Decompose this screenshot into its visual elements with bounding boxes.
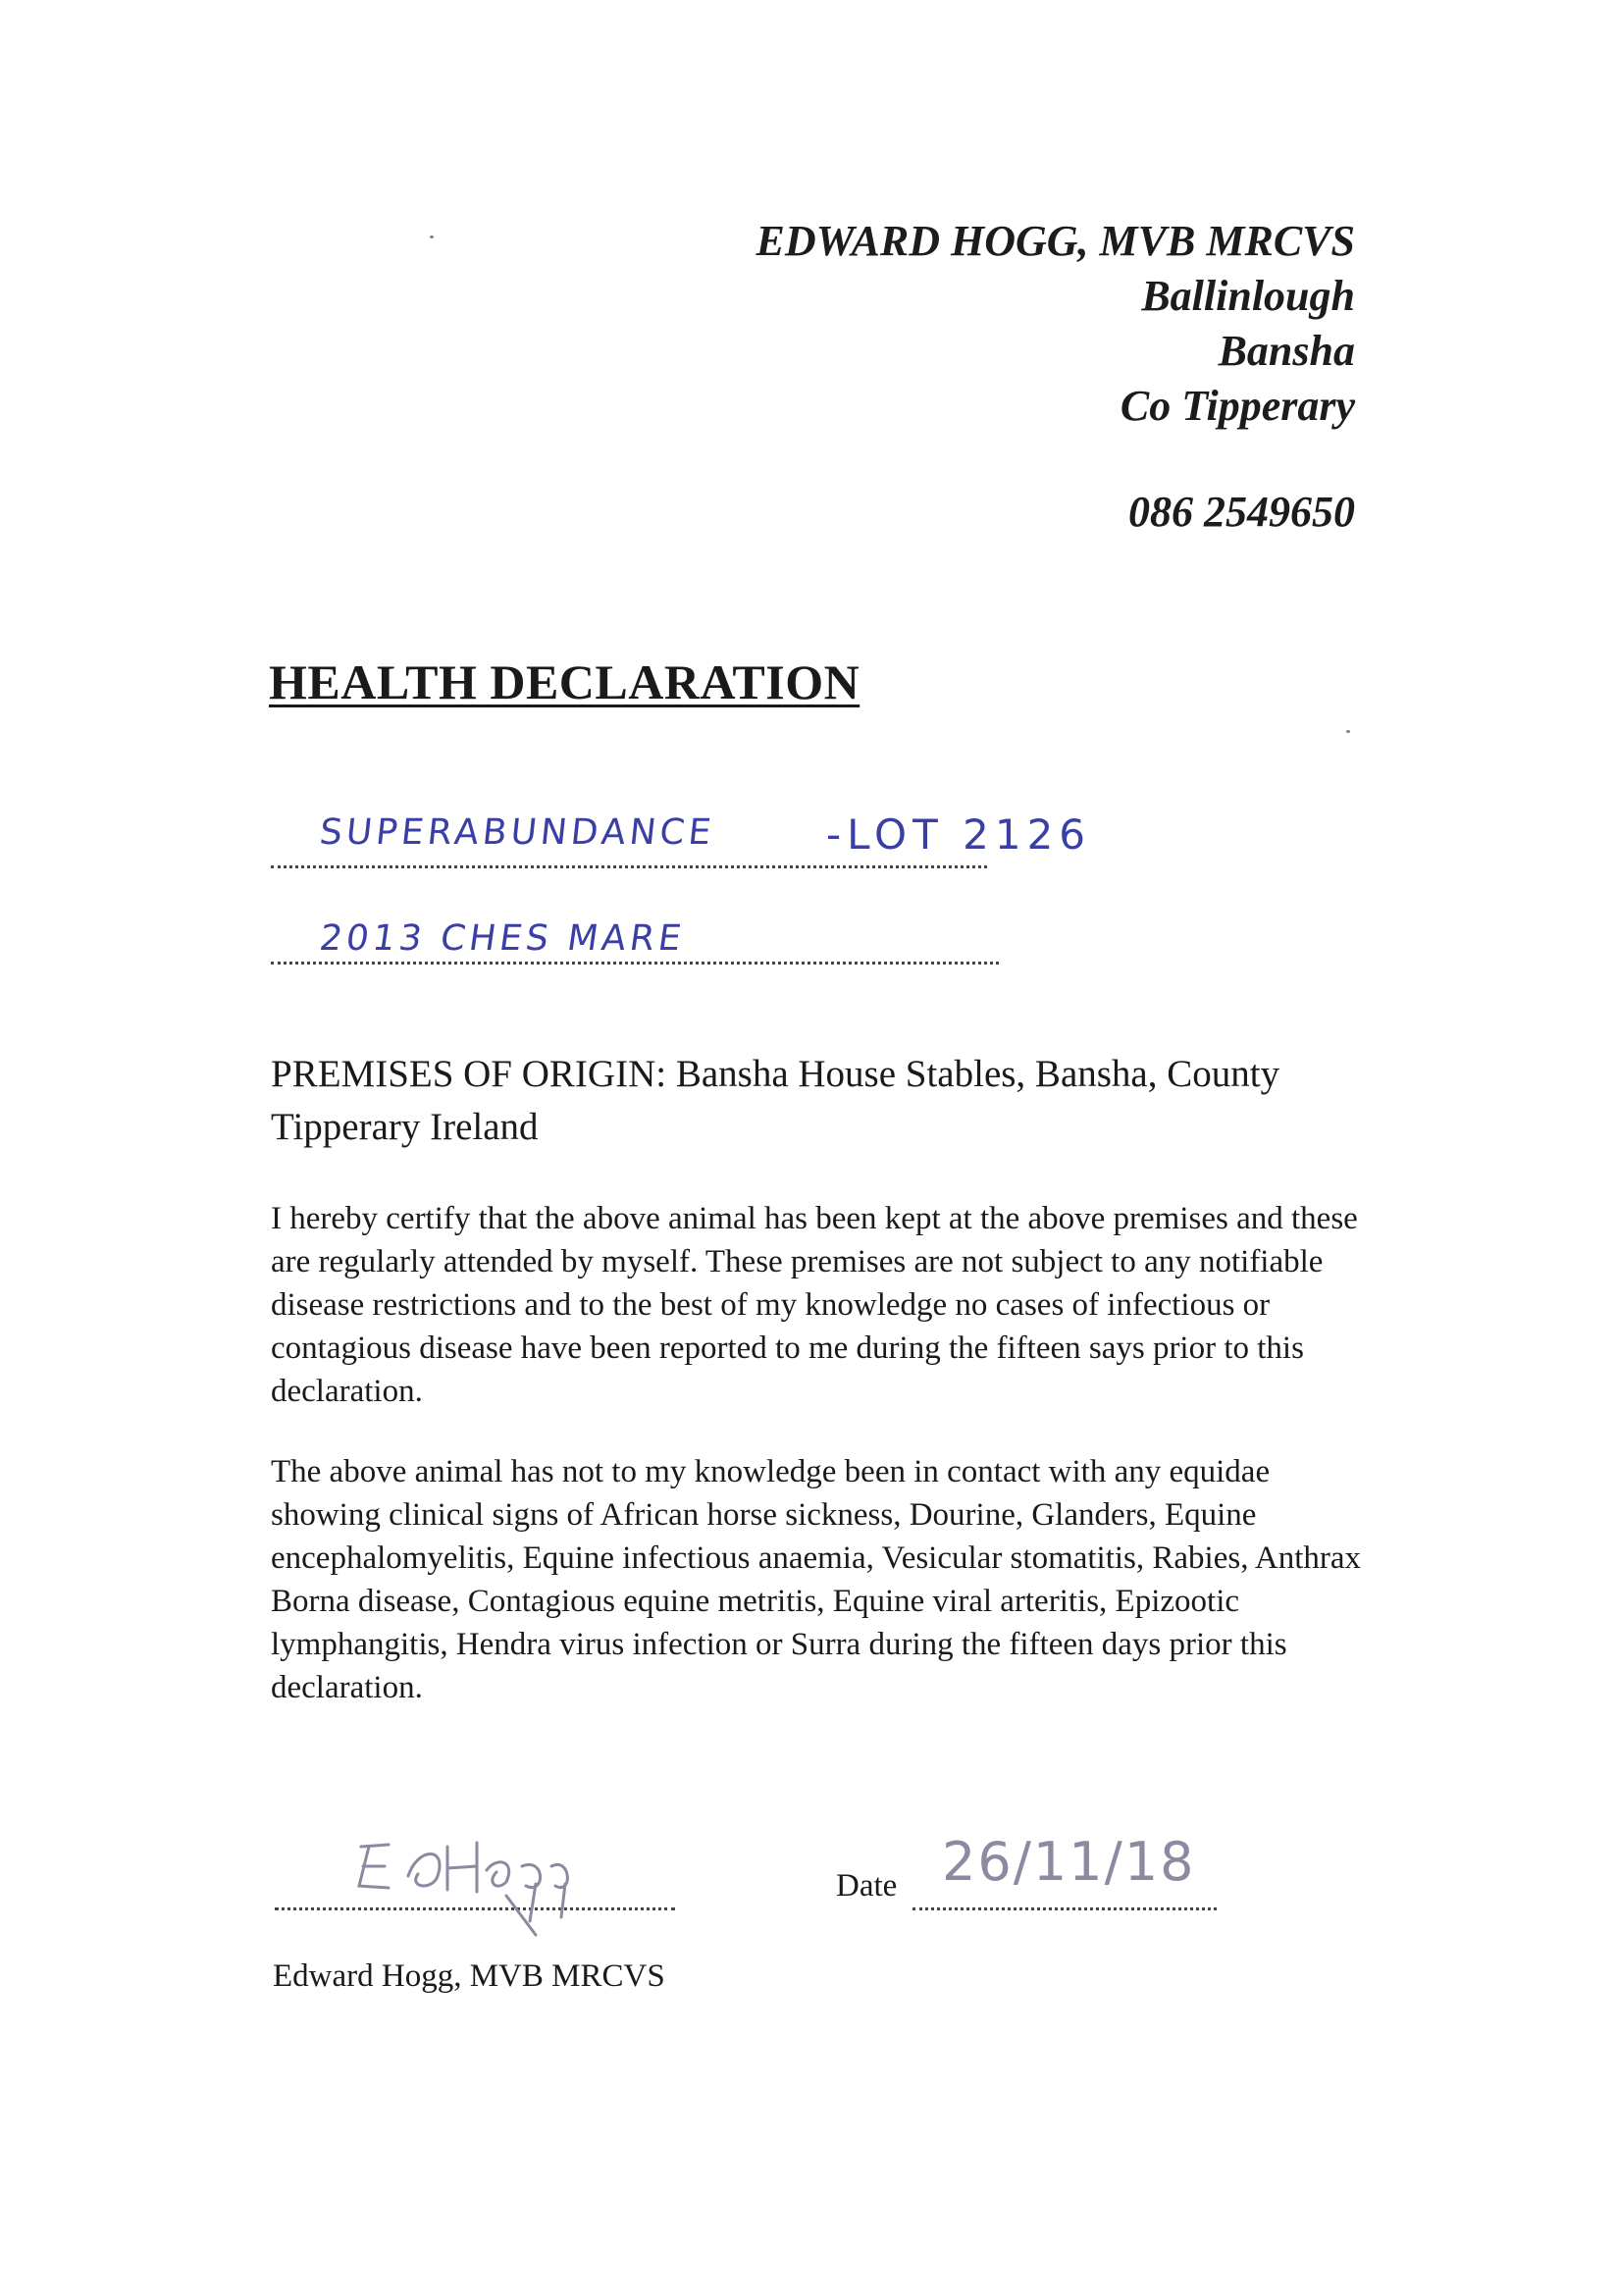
date-label: Date — [836, 1868, 898, 1904]
document-title: HEALTH DECLARATION — [269, 654, 860, 709]
premises-of-origin: PREMISES OF ORIGIN: Bansha House Stables, Bansha, County Tipperary Ireland — [271, 1053, 1280, 1148]
vet-name: EDWARD HOGG, MVB MRCVS — [756, 217, 1355, 265]
lot-handwritten: -LOT 2126 — [826, 810, 1092, 859]
animal-name-handwritten: SUPERABUNDANCE — [317, 812, 717, 853]
description-handwritten: 2013 CHES MARE — [317, 918, 688, 959]
signatory-name: Edward Hogg, MVB MRCVS — [273, 1958, 665, 1994]
address-line-3: Co Tipperary — [1120, 382, 1355, 430]
date-handwritten: 26/11/18 — [942, 1831, 1196, 1893]
signature — [349, 1827, 604, 1950]
address-line-2: Bansha — [1218, 327, 1355, 375]
address-line-1: Ballinlough — [1141, 272, 1355, 320]
scan-speck — [430, 235, 434, 238]
disease-contact-paragraph: The above animal has not to my knowledge been in contact with any equidae showing clinical signs of African horse sickness, Dourine, Glanders, Equine encephalomyelitis, Equine infectious anaemia, Vesicular stomatitis, Rabies, Anthrax Borna disease, Contagious equine metritis, Equine viral arteritis, Epizootic lymphangitis, Hendra virus infection or Surra during the fifteen days prior this declaration. — [271, 1454, 1362, 1705]
scan-speck — [1346, 730, 1350, 733]
letterhead — [756, 214, 1355, 540]
phone-number: 086 2549650 — [1128, 488, 1355, 536]
certification-paragraph: I hereby certify that the above animal has been kept at the above premises and these are regularly attended by myself. These premises are not subject to any notifiable disease restrictions and to the best of my knowledge no cases of infectious or contagious disease have been reported to me during the fifteen says prior to this declaration. — [271, 1201, 1358, 1409]
